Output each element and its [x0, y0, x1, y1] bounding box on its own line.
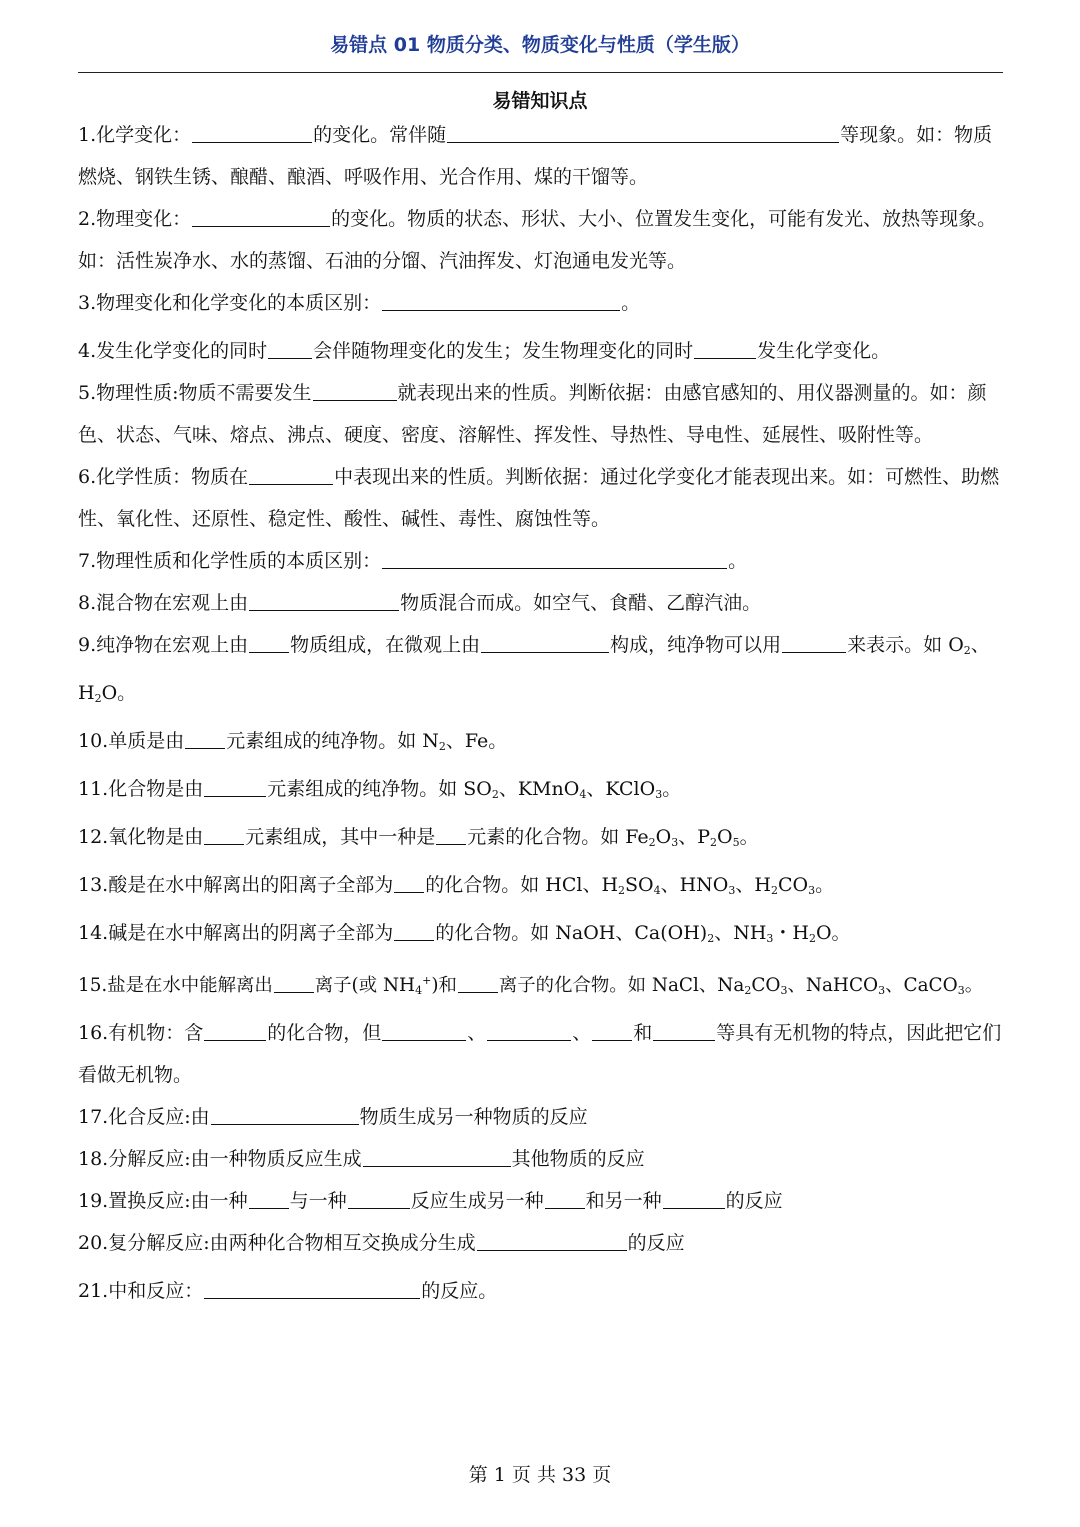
list-item-4: 4.发生化学变化的同时 会伴随物理变化的发生；发生物理变化的同时 发生化学变化。	[78, 340, 891, 362]
section-title: 易错知识点	[492, 90, 588, 112]
fill-blank[interactable]	[268, 338, 312, 359]
fill-blank[interactable]	[274, 973, 314, 993]
list-item-3: 3.物理变化和化学变化的本质区别： 。	[78, 292, 641, 314]
list-item-14: 14.碱是在水中解离出的阴离子全部为 的化合物。如 NaOH、$Ca(OH)_2$、$NH_3$・$H_2O$。	[78, 922, 851, 945]
fill-blank[interactable]	[436, 824, 466, 845]
fill-blank[interactable]	[382, 548, 727, 569]
fill-blank[interactable]	[204, 776, 266, 797]
list-item-15: 15.盐是在水中能解离出 离子(或 $NH_4^+$)和 离子的化合物。如 NaCl、$Na_2CO_3$、NaHCO$_3$、CaCO$_3$。	[78, 974, 984, 997]
page-number: 第 1 页 共 33 页	[468, 1464, 612, 1486]
fill-blank[interactable]	[249, 590, 399, 611]
fill-blank[interactable]	[458, 973, 498, 993]
fill-blank[interactable]	[363, 1146, 511, 1167]
fill-blank[interactable]	[211, 1104, 359, 1125]
list-item-1: 1.化学变化： 的变化。常伴随 等现象。如：物质燃烧、钢铁生锈、酿醋、酿酒、呼吸作用、光合作用、煤的干馏等。	[78, 124, 993, 188]
fill-blank[interactable]	[487, 1020, 571, 1041]
list-item-21: 21.中和反应： 的反应。	[78, 1280, 498, 1302]
fill-blank[interactable]	[249, 464, 333, 485]
list-item-7: 7.物理性质和化学性质的本质区别： 。	[78, 550, 748, 572]
fill-blank[interactable]	[249, 632, 289, 653]
list-item-13: 13.酸是在水中解离出的阳离子全部为 的化合物。如 HCl、$H_2SO_4$、$HNO_3$、$H_2CO_3$。	[78, 874, 835, 897]
fill-blank[interactable]	[192, 122, 312, 143]
fill-blank[interactable]	[185, 728, 225, 749]
header-divider	[78, 72, 1003, 73]
list-item-18: 18.分解反应:由一种物质反应生成 其他物质的反应	[78, 1148, 645, 1170]
list-item-8: 8.混合物在宏观上由 物质混合而成。如空气、食醋、乙醇汽油。	[78, 592, 762, 614]
fill-blank[interactable]	[204, 824, 244, 845]
list-item-11: 11.化合物是由 元素组成的纯净物。如 $SO_2$、KMnO$_4$、KClO$_3$。	[78, 778, 682, 801]
list-item-5: 5.物理性质:物质不需要发生 就表现出来的性质。判断依据：由感官感知的、用仪器测量的。如：颜色、状态、气味、熔点、沸点、硬度、密度、溶解性、挥发性、导热性、导电性、延展性、吸附性等。	[78, 382, 987, 446]
fill-blank[interactable]	[348, 1188, 410, 1209]
list-item-2: 2.物理变化： 的变化。物质的状态、形状、大小、位置发生变化，可能有发光、放热等现象。如：活性炭净水、水的蒸馏、石油的分馏、汽油挥发、灯泡通电发光等。	[78, 208, 997, 272]
fill-blank[interactable]	[592, 1020, 632, 1041]
fill-blank[interactable]	[204, 1020, 266, 1041]
list-item-20: 20.复分解反应:由两种化合物相互交换成分生成 的反应	[78, 1232, 685, 1254]
list-item-10: 10.单质是由 元素组成的纯净物。如 $N_2$、Fe。	[78, 730, 508, 753]
fill-blank[interactable]	[653, 1020, 715, 1041]
document-header: 易错点 01 物质分类、物质变化与性质（学生版）	[330, 34, 750, 56]
fill-blank[interactable]	[204, 1278, 420, 1299]
fill-blank[interactable]	[313, 380, 397, 401]
fill-blank[interactable]	[782, 632, 846, 653]
fill-blank[interactable]	[447, 122, 839, 143]
fill-blank[interactable]	[694, 338, 756, 359]
list-item-9: 9.纯净物在宏观上由 物质组成，在微观上由 构成，纯净物可以用 来表示。如 $O_2$、$H_2O$。	[78, 634, 990, 705]
fill-blank[interactable]	[382, 1020, 466, 1041]
list-item-6: 6.化学性质：物质在 中表现出来的性质。判断依据：通过化学变化才能表现出来。如：可燃性、助燃性、氧化性、还原性、稳定性、酸性、碱性、毒性、腐蚀性等。	[78, 466, 1000, 530]
fill-blank[interactable]	[382, 290, 620, 311]
fill-blank[interactable]	[477, 1230, 627, 1251]
fill-blank[interactable]	[394, 920, 434, 941]
fill-blank[interactable]	[663, 1188, 725, 1209]
fill-blank[interactable]	[545, 1188, 585, 1209]
fill-blank[interactable]	[192, 206, 330, 227]
knowledge-list	[78, 114, 1003, 1312]
list-item-17: 17.化合反应:由 物质生成另一种物质的反应	[78, 1106, 588, 1128]
list-item-16: 16.有机物：含 的化合物，但 、 、 和 等具有无机物的特点，因此把它们看做无机物。	[78, 1022, 1002, 1086]
fill-blank[interactable]	[249, 1188, 289, 1209]
list-item-19: 19.置换反应:由一种 与一种 反应生成另一种 和另一种 的反应	[78, 1190, 783, 1212]
fill-blank[interactable]	[481, 632, 609, 653]
fill-blank[interactable]	[394, 872, 424, 893]
list-item-12: 12.氧化物是由 元素组成，其中一种是 元素的化合物。如 $Fe_2O_3$、$P_2O_5$。	[78, 826, 759, 849]
